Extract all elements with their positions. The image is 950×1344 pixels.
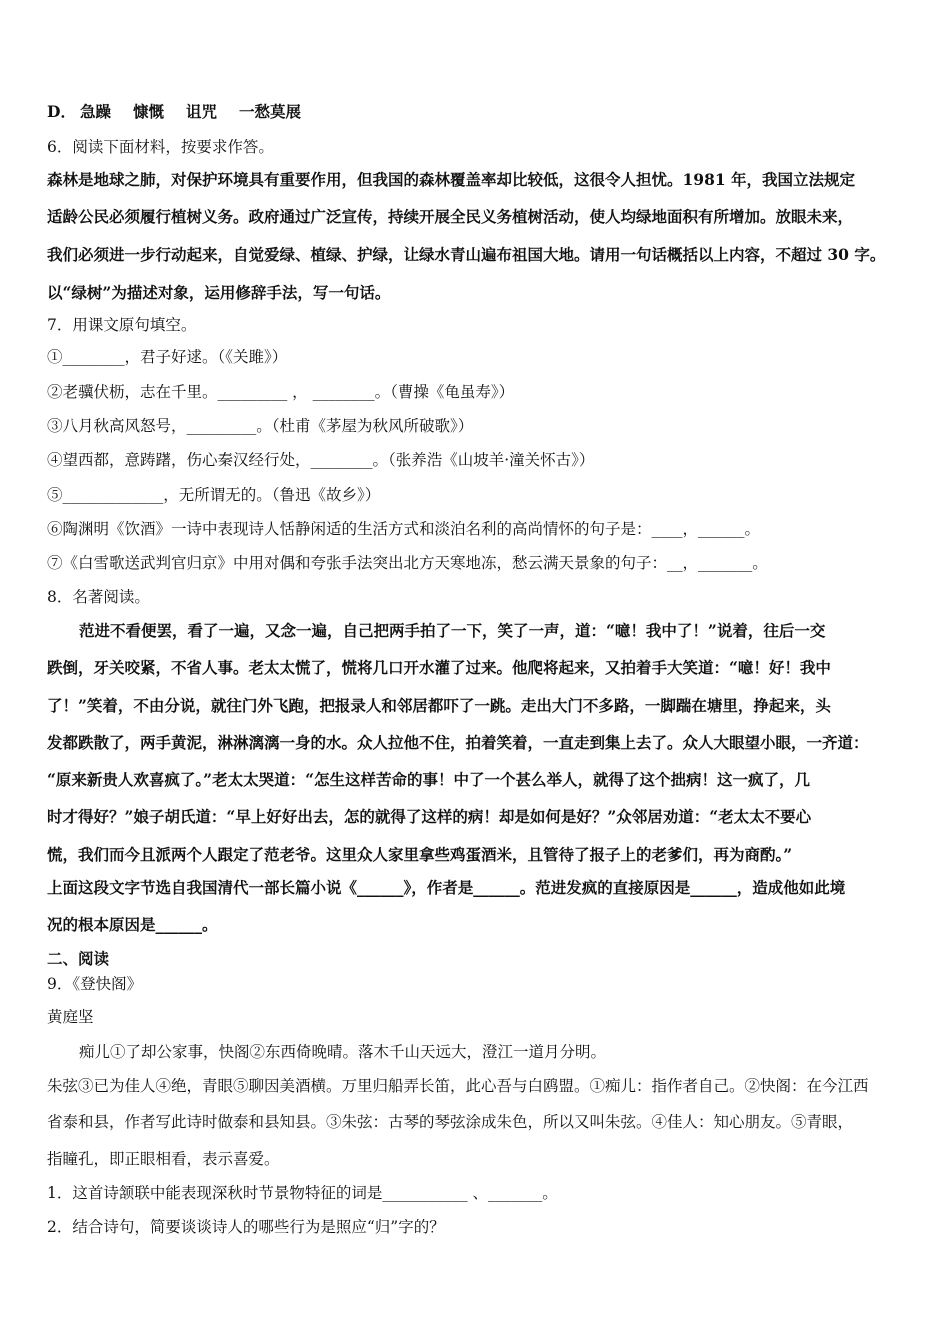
q6-material-line: 森林是地球之肺，对保护环境具有重要作用，但我国的森林覆盖率却比较低，这很令人担忧。1981 年，我国立法规定 — [47, 170, 856, 189]
q9-notes-line: 朱弦③已为佳人④绝，青眼⑤聊因美酒横。万里归船弄长笛，此心吾与白鸥盟。①痴儿：指作者自己。②快阁：在今江西 — [47, 1077, 869, 1095]
q8-passage-line: 慌，我们而今且派两个人跟定了范老爷。这里众人家里拿些鸡蛋酒米，且管待了报子上的老爹们，再为商酌。” — [47, 845, 793, 864]
q8-question-line: 上面这段文字节选自我国清代一部长篇小说《______》，作者是______。范进发疯的直接原因是______，造成他如此境 — [47, 878, 846, 897]
q6-material-line: 我们必须进一步行动起来，自觉爱绿、植绿、护绿，让绿水青山遍布祖国大地。请用一句话概括以上内容，不超过 30 字。 — [47, 245, 886, 264]
q6-task: 以“绿树”为描述对象，运用修辞手法，写一句话。 — [47, 283, 391, 302]
q8-passage-line: 发都跌散了，两手黄泥，淋淋漓漓一身的水。众人拉他不住，拍着笑着，一直走到集上去了。众人大眼望小眼，一齐道： — [47, 733, 869, 752]
q7-item: ④望西都，意踌躇，伤心秦汉经行处，________。（张养浩《山坡羊·潼关怀古》） — [47, 451, 595, 469]
q9-title: 9．《登快阁》 — [47, 975, 143, 993]
q7-item: ③八月秋高风怒号，_________。（杜甫《茅屋为秋风所破歌》） — [47, 417, 474, 435]
q9-notes-line: 指瞳孔，即正眼相看，表示喜爱。 — [47, 1150, 280, 1168]
q6-title: 6．阅读下面材料，按要求作答。 — [47, 138, 274, 156]
q7-title: 7．用课文原句填空。 — [47, 316, 197, 334]
q9-author: 黄庭坚 — [47, 1008, 94, 1026]
q9-sub-question: 2．结合诗句，简要谈谈诗人的哪些行为是照应“归”字的？ — [47, 1218, 445, 1236]
option-word-4: 一愁莫展 — [239, 102, 302, 121]
q8-passage-line: “原来新贵人欢喜疯了。”老太太哭道：“怎生这样苦命的事！中了一个甚么举人，就得了这个拙病！这一疯了，几 — [47, 770, 811, 789]
q6-material-line: 适龄公民必须履行植树义务。政府通过广泛宣传，持续开展全民义务植树活动，使人均绿地面积有所增加。放眼未来， — [47, 207, 854, 226]
q7-item: ⑤_____________，无所谓无的。（鲁迅《故乡》） — [47, 486, 381, 504]
section-heading: 二、阅读 — [47, 949, 110, 968]
q9-poem-line: 痴儿①了却公家事，快阁②东西倚晚晴。落木千山天远大，澄江一道月分明。 — [79, 1043, 607, 1061]
q7-item: ②老骥伏枥，志在千里。_________ ， ________。（曹操《龟虽寿》） — [47, 383, 515, 401]
q7-item: ⑦《白雪歌送武判官归京》中用对偶和夸张手法突出北方天寒地冻，愁云满天景象的句子：__，_______。 — [47, 554, 768, 572]
q8-question-line: 况的根本原因是______。 — [47, 915, 218, 934]
q8-passage-line: 跌倒，牙关咬紧，不省人事。老太太慌了，慌将几口开水灌了过来。他爬将起来，又拍着手大笑道：“噫！好！我中 — [47, 658, 831, 677]
q8-passage-line: 范进不看便罢，看了一遍，又念一遍，自己把两手拍了一下，笑了一声，道：“噫！我中了！”说着，往后一交 — [79, 621, 826, 640]
q5-option-d — [47, 100, 917, 124]
option-label: D． — [47, 102, 76, 121]
q8-title: 8．名著阅读。 — [47, 588, 150, 606]
option-word-3: 诅咒 — [185, 102, 217, 121]
option-word-2: 慷慨 — [132, 102, 164, 121]
q8-passage-line: 了！”笑着，不由分说，就往门外飞跑，把报录人和邻居都吓了一跳。走出大门不多路，一脚踹在塘里，挣起来，头 — [47, 696, 831, 715]
q7-item: ①________，君子好逑。（《关雎》） — [47, 348, 288, 366]
q7-item: ⑥陶渊明《饮酒》一诗中表现诗人恬静闲适的生活方式和淡泊名利的高尚情怀的句子是：____，______。 — [47, 520, 761, 538]
q9-notes-line: 省泰和县，作者写此诗时做泰和县知县。③朱弦：古琴的琴弦涂成朱色，所以又叫朱弦。④佳人：知心朋友。⑤青眼， — [47, 1113, 854, 1131]
option-word-1: 急躁 — [79, 102, 111, 121]
q9-sub-question: 1．这首诗颔联中能表现深秋时节景物特征的词是___________ 、_______。 — [47, 1184, 558, 1202]
q8-passage-line: 时才得好？”娘子胡氏道：“早上好好出去，怎的就得了这样的病！却是如何是好？”众邻居劝道：“老太太不要心 — [47, 807, 812, 826]
